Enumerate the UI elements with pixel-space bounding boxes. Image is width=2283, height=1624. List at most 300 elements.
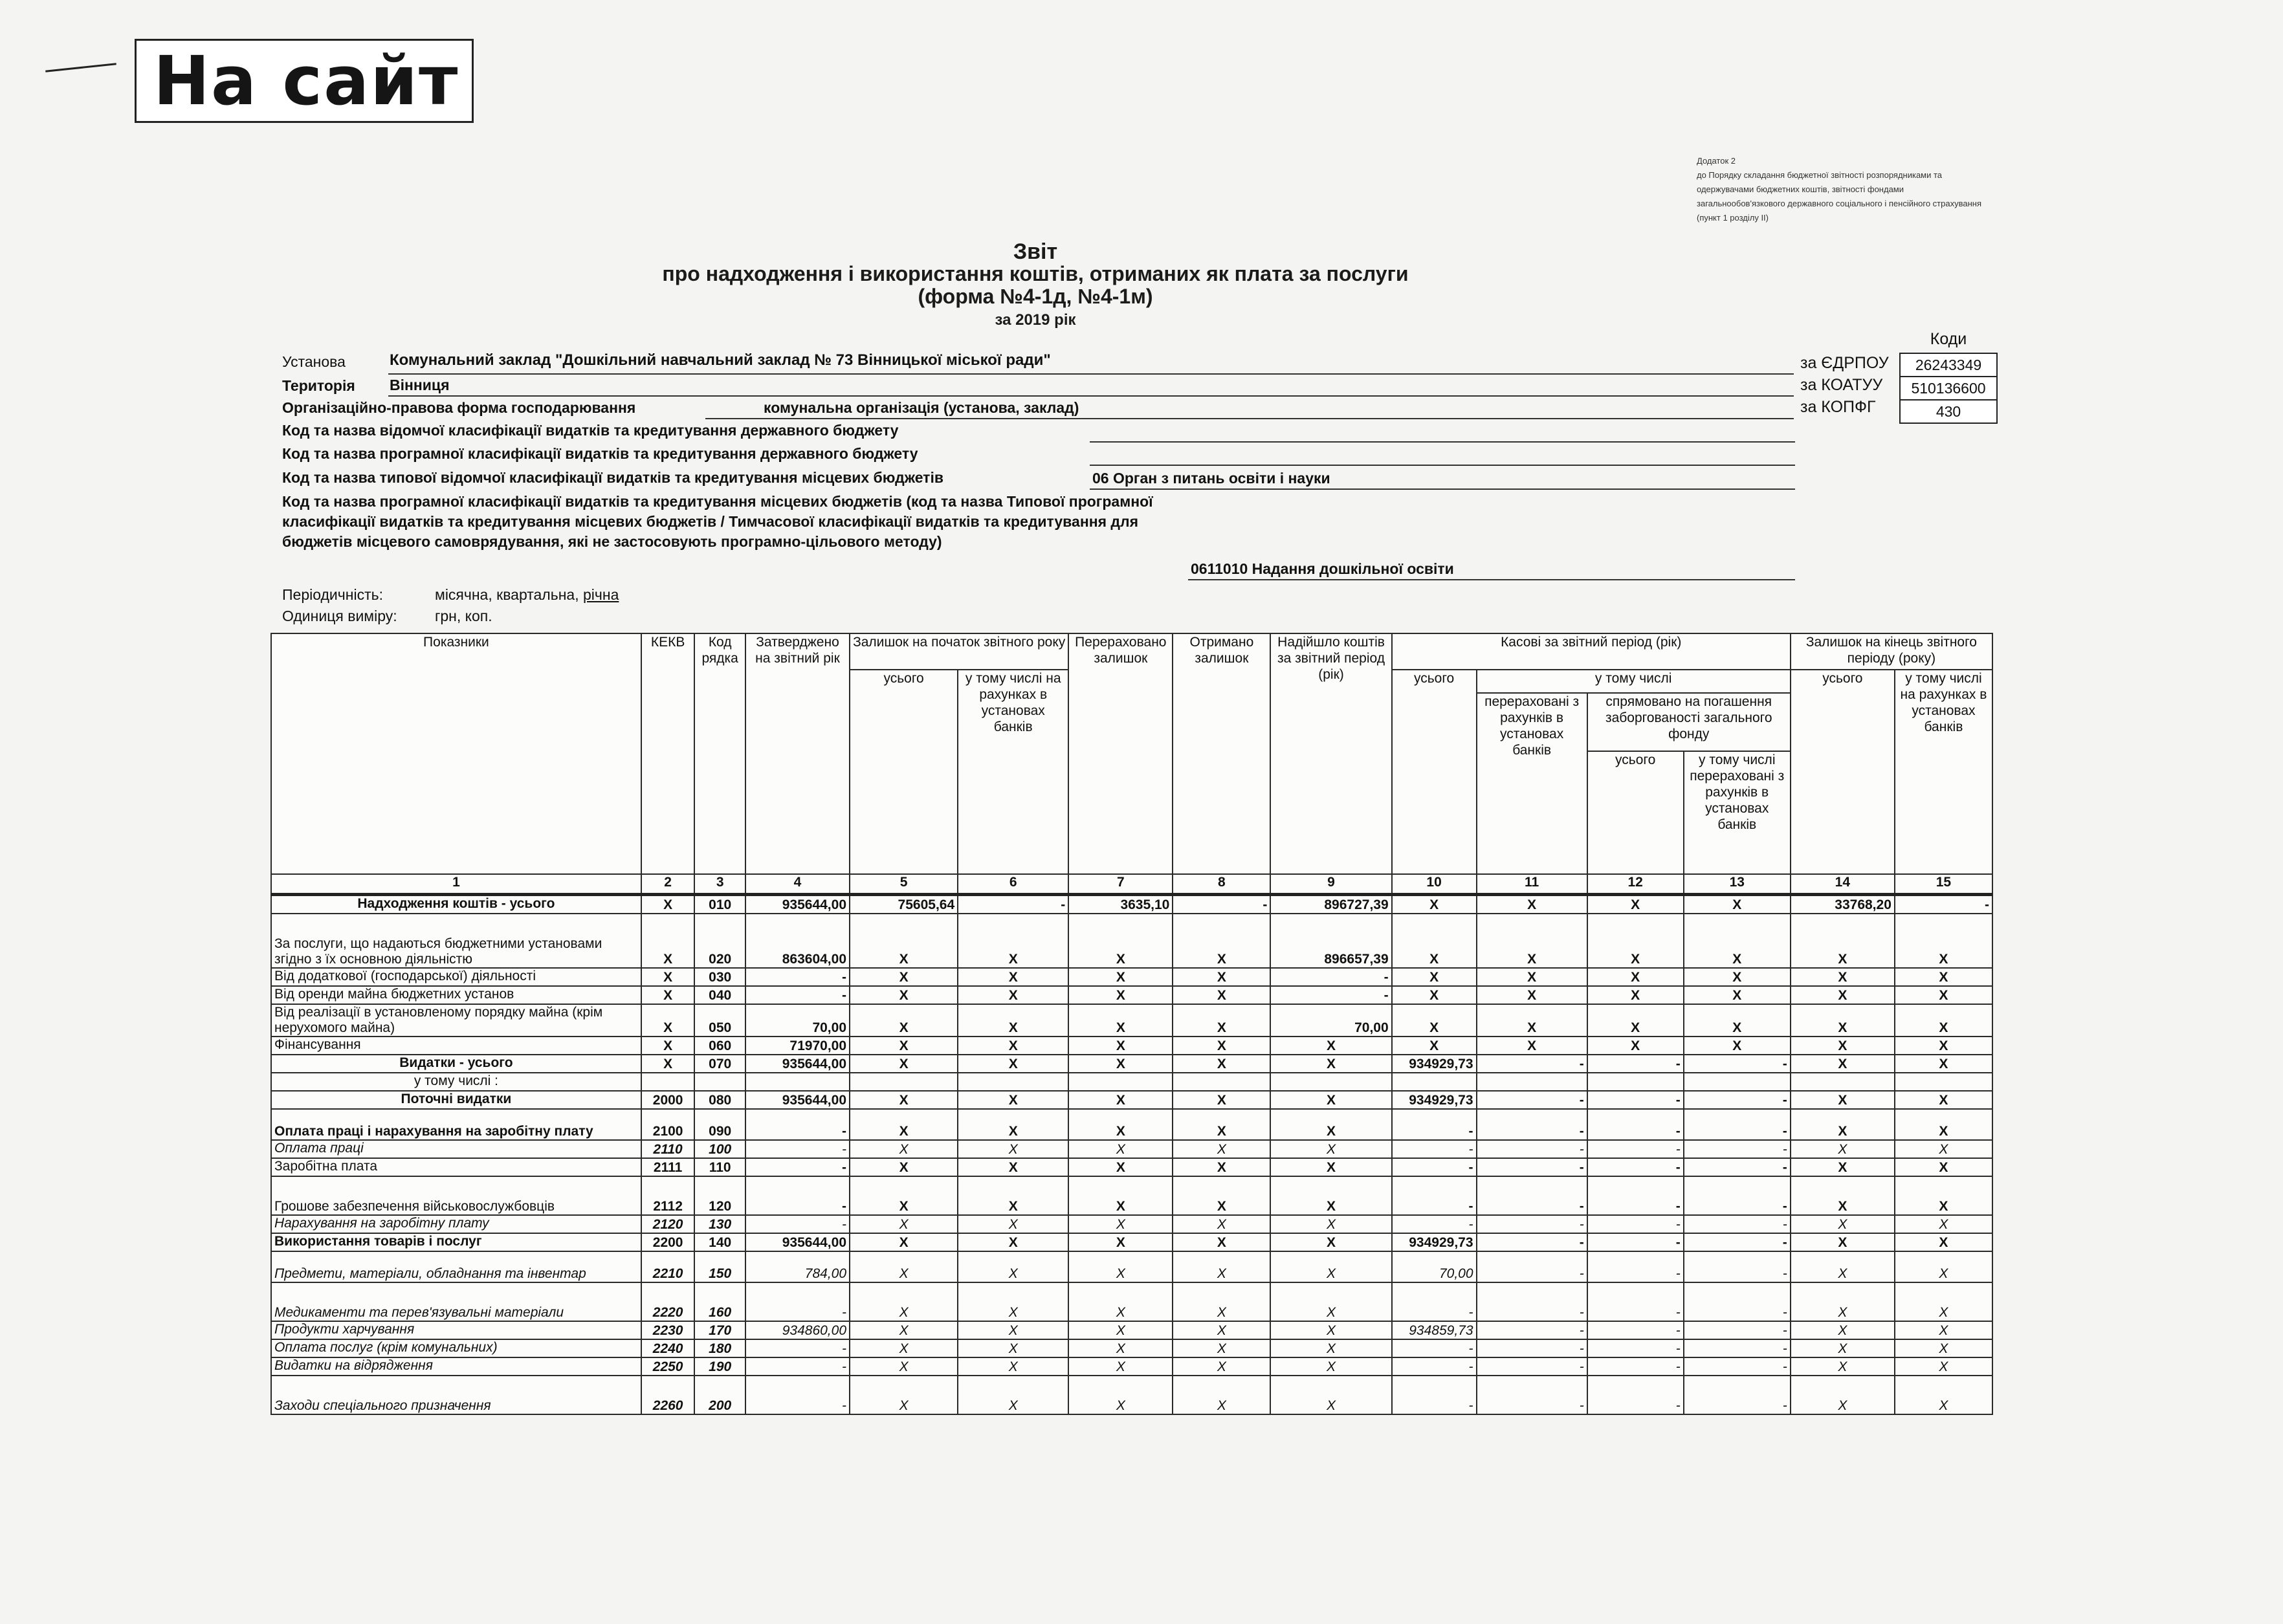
- cell-col-10: X: [1392, 895, 1477, 914]
- cell-col-10: 934929,73: [1392, 1233, 1477, 1251]
- cell-col-10: X: [1392, 914, 1477, 968]
- cell-col-15: X: [1895, 1004, 1992, 1037]
- row-kekv: X: [641, 914, 695, 968]
- cell-col-13: X: [1684, 986, 1791, 1004]
- territory-value: Вінниця: [390, 377, 450, 393]
- th-cash-total: усього: [1392, 670, 1477, 874]
- cell-col-7: X: [1068, 1140, 1173, 1158]
- row-label: у тому числі :: [271, 1073, 641, 1091]
- cell-col-6: X: [958, 1251, 1068, 1282]
- cell-col-10: -: [1392, 1357, 1477, 1376]
- row-label: Оплата послуг (крім комунальних): [271, 1339, 641, 1357]
- cell-col-15: X: [1895, 1055, 1992, 1073]
- dept-code-underline: [1090, 441, 1795, 443]
- table-row: [271, 914, 1992, 968]
- institution-label: Установа: [282, 353, 346, 370]
- cell-col-12: -: [1587, 1321, 1684, 1339]
- th-end-total: усього: [1791, 670, 1895, 874]
- cell-col-10: -: [1392, 1158, 1477, 1176]
- cell-col-4: -: [745, 1339, 850, 1357]
- cell-col-14: X: [1791, 1339, 1895, 1357]
- cell-col-5: X: [850, 1321, 958, 1339]
- cell-col-6: -: [958, 895, 1068, 914]
- row-kekv: 2220: [641, 1282, 695, 1321]
- cell-col-15: X: [1895, 1140, 1992, 1158]
- cell-col-11: -: [1477, 1140, 1587, 1158]
- th-kekv: КЕКВ: [641, 633, 695, 874]
- row-label: Заходи спеціального призначення: [271, 1376, 641, 1414]
- cell-col-10: 934929,73: [1392, 1091, 1477, 1109]
- cell-col-6: X: [958, 1339, 1068, 1357]
- cell-col-14: X: [1791, 1282, 1895, 1321]
- table-row: [271, 1176, 1992, 1215]
- typical-code-underline: [1090, 488, 1795, 490]
- row-code: 190: [694, 1357, 745, 1376]
- appendix-note: Додаток 2 до Порядку складання бюджетної звітності розпорядниками та одержувачами бюджетних коштів, звітності фондами загальнообов'язкового державного соціального і пенсійного страхування (пункт 1 розділу ІІ): [1697, 156, 1981, 223]
- org-form-underline: [705, 418, 1794, 419]
- table-row: [271, 1109, 1992, 1140]
- cell-col-14: X: [1791, 968, 1895, 986]
- row-label: Продукти харчування: [271, 1321, 641, 1339]
- cell-col-14: X: [1791, 1109, 1895, 1140]
- cell-col-13: -: [1684, 1251, 1791, 1282]
- cell-col-10: X: [1392, 1037, 1477, 1055]
- cell-col-8: X: [1173, 1004, 1270, 1037]
- period-selected: річна: [582, 586, 619, 603]
- cell-col-11: X: [1477, 914, 1587, 968]
- row-kekv: X: [641, 1055, 695, 1073]
- period-value: [435, 586, 619, 604]
- cell-col-10: [1392, 1073, 1477, 1091]
- cell-col-7: X: [1068, 986, 1173, 1004]
- cell-col-12: -: [1587, 1109, 1684, 1140]
- cell-col-14: X: [1791, 1233, 1895, 1251]
- row-code: 160: [694, 1282, 745, 1321]
- row-label: Фінансування: [271, 1037, 641, 1055]
- koatuu-label: за КОАТУУ: [1800, 376, 1883, 394]
- table-row: [271, 1004, 1992, 1037]
- cell-col-7: X: [1068, 1376, 1173, 1414]
- cell-col-7: X: [1068, 1357, 1173, 1376]
- table-head: [271, 633, 1992, 874]
- cell-col-14: X: [1791, 1376, 1895, 1414]
- cell-col-5: X: [850, 1158, 958, 1176]
- column-number-6: 6: [958, 874, 1068, 895]
- cell-col-5: X: [850, 1109, 958, 1140]
- cell-col-13: X: [1684, 1037, 1791, 1055]
- cell-col-4: 934860,00: [745, 1321, 850, 1339]
- row-code: 130: [694, 1215, 745, 1233]
- codes-header: Коди: [1930, 330, 1967, 348]
- table-row: [271, 1091, 1992, 1109]
- cell-col-10: 70,00: [1392, 1251, 1477, 1282]
- cell-col-5: X: [850, 1282, 958, 1321]
- cell-col-12: -: [1587, 1233, 1684, 1251]
- cell-col-15: X: [1895, 1251, 1992, 1282]
- edrpou-label: за ЄДРПОУ: [1800, 354, 1889, 372]
- cell-col-14: X: [1791, 1158, 1895, 1176]
- cell-col-10: -: [1392, 1339, 1477, 1357]
- cell-col-10: X: [1392, 1004, 1477, 1037]
- cell-col-7: X: [1068, 1215, 1173, 1233]
- row-code: 030: [694, 968, 745, 986]
- cell-col-9: -: [1270, 968, 1391, 986]
- cell-col-15: X: [1895, 968, 1992, 986]
- unit-value: грн, коп.: [435, 608, 492, 624]
- column-number-8: 8: [1173, 874, 1270, 895]
- cell-col-12: X: [1587, 914, 1684, 968]
- cell-col-11: [1477, 1073, 1587, 1091]
- cell-col-6: X: [958, 1376, 1068, 1414]
- column-number-14: 14: [1791, 874, 1895, 895]
- cell-col-8: X: [1173, 914, 1270, 968]
- cell-col-10: 934859,73: [1392, 1321, 1477, 1339]
- cell-col-9: 70,00: [1270, 1004, 1391, 1037]
- cell-col-7: X: [1068, 1004, 1173, 1037]
- cell-col-4: -: [745, 968, 850, 986]
- cell-col-4: 935644,00: [745, 1233, 850, 1251]
- cell-col-15: X: [1895, 1376, 1992, 1414]
- cell-col-6: X: [958, 1215, 1068, 1233]
- cell-col-10: 934929,73: [1392, 1055, 1477, 1073]
- cell-col-13: -: [1684, 1339, 1791, 1357]
- row-label: Від реалізації в установленому порядку майна (крім нерухомого майна): [271, 1004, 641, 1037]
- row-label: Видатки - усього: [271, 1055, 641, 1073]
- cell-col-15: [1895, 1073, 1992, 1091]
- row-kekv: X: [641, 986, 695, 1004]
- row-code: 090: [694, 1109, 745, 1140]
- cell-col-5: X: [850, 1004, 958, 1037]
- cell-col-6: [958, 1073, 1068, 1091]
- cell-col-12: -: [1587, 1176, 1684, 1215]
- th-debt-transferred: у тому числі перераховані з рахунків в установах банків: [1684, 751, 1791, 874]
- row-kekv: 2120: [641, 1215, 695, 1233]
- cell-col-9: 896727,39: [1270, 895, 1391, 914]
- cell-col-11: X: [1477, 895, 1587, 914]
- row-label: Медикаменти та перев'язувальні матеріали: [271, 1282, 641, 1321]
- typical-code-value: 06 Орган з питань освіти і науки: [1092, 470, 1330, 487]
- row-code: 140: [694, 1233, 745, 1251]
- cell-col-11: -: [1477, 1109, 1587, 1140]
- cell-col-12: -: [1587, 1357, 1684, 1376]
- cell-col-15: X: [1895, 1339, 1992, 1357]
- cell-col-9: -: [1270, 986, 1391, 1004]
- cell-col-9: X: [1270, 1339, 1391, 1357]
- th-cash: Касові за звітний період (рік): [1392, 633, 1791, 670]
- row-label: Заробітна плата: [271, 1158, 641, 1176]
- cell-col-11: -: [1477, 1251, 1587, 1282]
- cell-col-6: X: [958, 1158, 1068, 1176]
- th-received: Отримано залишок: [1173, 633, 1270, 874]
- cell-col-11: X: [1477, 986, 1587, 1004]
- cell-col-8: X: [1173, 1251, 1270, 1282]
- cell-col-13: X: [1684, 1004, 1791, 1037]
- cell-col-10: -: [1392, 1376, 1477, 1414]
- local-prog-underline: [1188, 579, 1795, 580]
- row-code: 110: [694, 1158, 745, 1176]
- report-title: Звіт: [1013, 239, 1058, 264]
- th-debt-total: усього: [1587, 751, 1684, 874]
- column-number-1: 1: [271, 874, 641, 895]
- cell-col-5: X: [850, 986, 958, 1004]
- cell-col-5: X: [850, 1251, 958, 1282]
- th-row-code: Код рядка: [694, 633, 745, 874]
- cell-col-12: X: [1587, 986, 1684, 1004]
- cell-col-9: X: [1270, 1109, 1391, 1140]
- table-row: [271, 1073, 1992, 1091]
- period-options: місячна, квартальна,: [435, 586, 579, 603]
- cell-col-13: -: [1684, 1357, 1791, 1376]
- cell-col-5: X: [850, 1140, 958, 1158]
- cell-col-8: X: [1173, 1176, 1270, 1215]
- th-cash-transferred: перераховані з рахунків в установах банків: [1477, 693, 1587, 874]
- row-code: 040: [694, 986, 745, 1004]
- cell-col-4: 784,00: [745, 1251, 850, 1282]
- cell-col-8: X: [1173, 1339, 1270, 1357]
- cell-col-4: 935644,00: [745, 1091, 850, 1109]
- cell-col-10: -: [1392, 1215, 1477, 1233]
- th-debt-repay: спрямовано на погашення заборгованості загального фонду: [1587, 693, 1791, 751]
- row-code: 060: [694, 1037, 745, 1055]
- cell-col-4: -: [745, 1109, 850, 1140]
- cell-col-5: [850, 1073, 958, 1091]
- th-cash-incl: у тому числі: [1477, 670, 1791, 693]
- cell-col-4: 863604,00: [745, 914, 850, 968]
- cell-col-7: 3635,10: [1068, 895, 1173, 914]
- cell-col-6: X: [958, 1091, 1068, 1109]
- column-number-row: [271, 874, 1992, 895]
- cell-col-13: -: [1684, 1282, 1791, 1321]
- cell-col-4: -: [745, 1376, 850, 1414]
- cell-col-10: -: [1392, 1176, 1477, 1215]
- cell-col-8: X: [1173, 1215, 1270, 1233]
- cell-col-11: -: [1477, 1215, 1587, 1233]
- org-form-value: комунальна організація (установа, заклад): [764, 399, 1079, 416]
- cell-col-7: X: [1068, 914, 1173, 968]
- cell-col-5: X: [850, 1376, 958, 1414]
- cell-col-6: X: [958, 1176, 1068, 1215]
- cell-col-12: -: [1587, 1140, 1684, 1158]
- cell-col-4: 71970,00: [745, 1037, 850, 1055]
- cell-col-12: -: [1587, 1158, 1684, 1176]
- table-row: [271, 1140, 1992, 1158]
- cell-col-6: X: [958, 986, 1068, 1004]
- cell-col-11: -: [1477, 1339, 1587, 1357]
- cell-col-4: -: [745, 986, 850, 1004]
- th-end-banks: у тому числі на рахунках в установах банків: [1895, 670, 1992, 874]
- cell-col-11: -: [1477, 1176, 1587, 1215]
- cell-col-7: X: [1068, 1321, 1173, 1339]
- territory-underline: [388, 395, 1794, 397]
- prog-code-label: Код та назва програмної класифікації видатків та кредитування державного бюджету: [282, 445, 918, 462]
- cell-col-9: X: [1270, 1176, 1391, 1215]
- cell-col-14: X: [1791, 1004, 1895, 1037]
- cell-col-6: X: [958, 1357, 1068, 1376]
- row-code: 020: [694, 914, 745, 968]
- report-table: [270, 633, 1993, 1415]
- cell-col-13: -: [1684, 1321, 1791, 1339]
- cell-col-12: X: [1587, 968, 1684, 986]
- row-code: 170: [694, 1321, 745, 1339]
- column-number-13: 13: [1684, 874, 1791, 895]
- row-kekv: 2230: [641, 1321, 695, 1339]
- cell-col-15: X: [1895, 1109, 1992, 1140]
- cell-col-7: X: [1068, 1233, 1173, 1251]
- cell-col-14: X: [1791, 1091, 1895, 1109]
- cell-col-4: -: [745, 1140, 850, 1158]
- cell-col-12: -: [1587, 1055, 1684, 1073]
- kopfg-code: 430: [1936, 403, 1961, 420]
- cell-col-5: X: [850, 1176, 958, 1215]
- column-number-10: 10: [1392, 874, 1477, 895]
- row-kekv: 2250: [641, 1357, 695, 1376]
- cell-col-11: -: [1477, 1282, 1587, 1321]
- cell-col-8: X: [1173, 1091, 1270, 1109]
- cell-col-6: X: [958, 1233, 1068, 1251]
- cell-col-6: X: [958, 1321, 1068, 1339]
- cell-col-14: X: [1791, 1055, 1895, 1073]
- cell-col-8: X: [1173, 986, 1270, 1004]
- cell-col-12: X: [1587, 1004, 1684, 1037]
- cell-col-5: X: [850, 1055, 958, 1073]
- row-kekv: 2200: [641, 1233, 695, 1251]
- cell-col-13: -: [1684, 1176, 1791, 1215]
- cell-col-15: X: [1895, 1091, 1992, 1109]
- cell-col-9: X: [1270, 1158, 1391, 1176]
- cell-col-14: X: [1791, 986, 1895, 1004]
- prog-code-underline: [1090, 465, 1795, 466]
- cell-col-7: X: [1068, 1109, 1173, 1140]
- column-number-15: 15: [1895, 874, 1992, 895]
- column-number-11: 11: [1477, 874, 1587, 895]
- cell-col-13: -: [1684, 1233, 1791, 1251]
- cell-col-7: X: [1068, 1282, 1173, 1321]
- row-code: 120: [694, 1176, 745, 1215]
- cell-col-10: -: [1392, 1109, 1477, 1140]
- cell-col-6: X: [958, 1004, 1068, 1037]
- cell-col-7: X: [1068, 968, 1173, 986]
- cell-col-8: X: [1173, 1376, 1270, 1414]
- row-label: Надходження коштів - усього: [271, 895, 641, 914]
- edrpou-code: 26243349: [1901, 354, 1996, 377]
- unit-label: Одиниця виміру:: [282, 608, 397, 624]
- cell-col-9: X: [1270, 1037, 1391, 1055]
- cell-col-12: X: [1587, 1037, 1684, 1055]
- cell-col-7: X: [1068, 1176, 1173, 1215]
- cell-col-11: X: [1477, 1004, 1587, 1037]
- cell-col-14: 33768,20: [1791, 895, 1895, 914]
- cell-col-15: X: [1895, 914, 1992, 968]
- cell-col-9: X: [1270, 1321, 1391, 1339]
- row-kekv: 2100: [641, 1109, 695, 1140]
- cell-col-9: 896657,39: [1270, 914, 1391, 968]
- th-start-total: усього: [850, 670, 958, 874]
- cell-col-13: -: [1684, 1055, 1791, 1073]
- cell-col-8: X: [1173, 1282, 1270, 1321]
- th-start-balance: Залишок на початок звітного року: [850, 633, 1068, 670]
- cell-col-15: X: [1895, 1233, 1992, 1251]
- row-code: 070: [694, 1055, 745, 1073]
- cell-col-4: -: [745, 1158, 850, 1176]
- row-kekv: 2240: [641, 1339, 695, 1357]
- row-code: 100: [694, 1140, 745, 1158]
- cell-col-8: X: [1173, 1140, 1270, 1158]
- cell-col-11: -: [1477, 1357, 1587, 1376]
- row-label: Поточні видатки: [271, 1091, 641, 1109]
- cell-col-9: X: [1270, 1357, 1391, 1376]
- cell-col-15: X: [1895, 986, 1992, 1004]
- table-body: [271, 874, 1992, 1414]
- cell-col-12: X: [1587, 895, 1684, 914]
- column-number-4: 4: [745, 874, 850, 895]
- cell-col-8: -: [1173, 895, 1270, 914]
- cell-col-6: X: [958, 1037, 1068, 1055]
- cell-col-7: X: [1068, 1251, 1173, 1282]
- cell-col-6: X: [958, 1282, 1068, 1321]
- cell-col-14: X: [1791, 1037, 1895, 1055]
- cell-col-10: X: [1392, 968, 1477, 986]
- cell-col-8: X: [1173, 1357, 1270, 1376]
- cell-col-14: X: [1791, 1215, 1895, 1233]
- row-code: 050: [694, 1004, 745, 1037]
- stamp-na-sait: На сайт: [135, 39, 474, 123]
- row-kekv: 2112: [641, 1176, 695, 1215]
- cell-col-7: X: [1068, 1037, 1173, 1055]
- column-number-9: 9: [1270, 874, 1391, 895]
- cell-col-6: X: [958, 968, 1068, 986]
- table-row: [271, 1233, 1992, 1251]
- row-kekv: 2000: [641, 1091, 695, 1109]
- row-kekv: X: [641, 895, 695, 914]
- cell-col-8: X: [1173, 1321, 1270, 1339]
- row-code: 010: [694, 895, 745, 914]
- institution-underline: [388, 373, 1794, 375]
- cell-col-7: X: [1068, 1339, 1173, 1357]
- row-label: Нарахування на заробітну плату: [271, 1215, 641, 1233]
- cell-col-9: X: [1270, 1282, 1391, 1321]
- cell-col-13: X: [1684, 968, 1791, 986]
- cell-col-8: X: [1173, 1109, 1270, 1140]
- cell-col-7: [1068, 1073, 1173, 1091]
- cell-col-5: X: [850, 1339, 958, 1357]
- th-transferred: Перераховано залишок: [1068, 633, 1173, 874]
- typical-code-label: Код та назва типової відомчої класифікації видатків та кредитування місцевих бюджетів: [282, 469, 943, 486]
- cell-col-14: [1791, 1073, 1895, 1091]
- cell-col-7: X: [1068, 1091, 1173, 1109]
- cell-col-15: X: [1895, 1215, 1992, 1233]
- row-kekv: [641, 1073, 695, 1091]
- cell-col-13: -: [1684, 1158, 1791, 1176]
- cell-col-11: -: [1477, 1233, 1587, 1251]
- cell-col-5: X: [850, 914, 958, 968]
- cell-col-8: X: [1173, 1233, 1270, 1251]
- cell-col-12: -: [1587, 1282, 1684, 1321]
- cell-col-10: X: [1392, 986, 1477, 1004]
- cell-col-5: X: [850, 1357, 958, 1376]
- table-row: [271, 1357, 1992, 1376]
- cell-col-8: X: [1173, 1158, 1270, 1176]
- cell-col-13: X: [1684, 914, 1791, 968]
- cell-col-15: X: [1895, 1357, 1992, 1376]
- cell-col-12: -: [1587, 1215, 1684, 1233]
- report-subtitle: про надходження і використання коштів, отриманих як плата за послуги: [662, 262, 1409, 285]
- cell-col-14: X: [1791, 1321, 1895, 1339]
- local-prog-value: 0611010 Надання дошкільної освіти: [1191, 560, 1454, 577]
- cell-col-12: [1587, 1073, 1684, 1091]
- cell-col-4: [745, 1073, 850, 1091]
- column-number-5: 5: [850, 874, 958, 895]
- cell-col-9: X: [1270, 1055, 1391, 1073]
